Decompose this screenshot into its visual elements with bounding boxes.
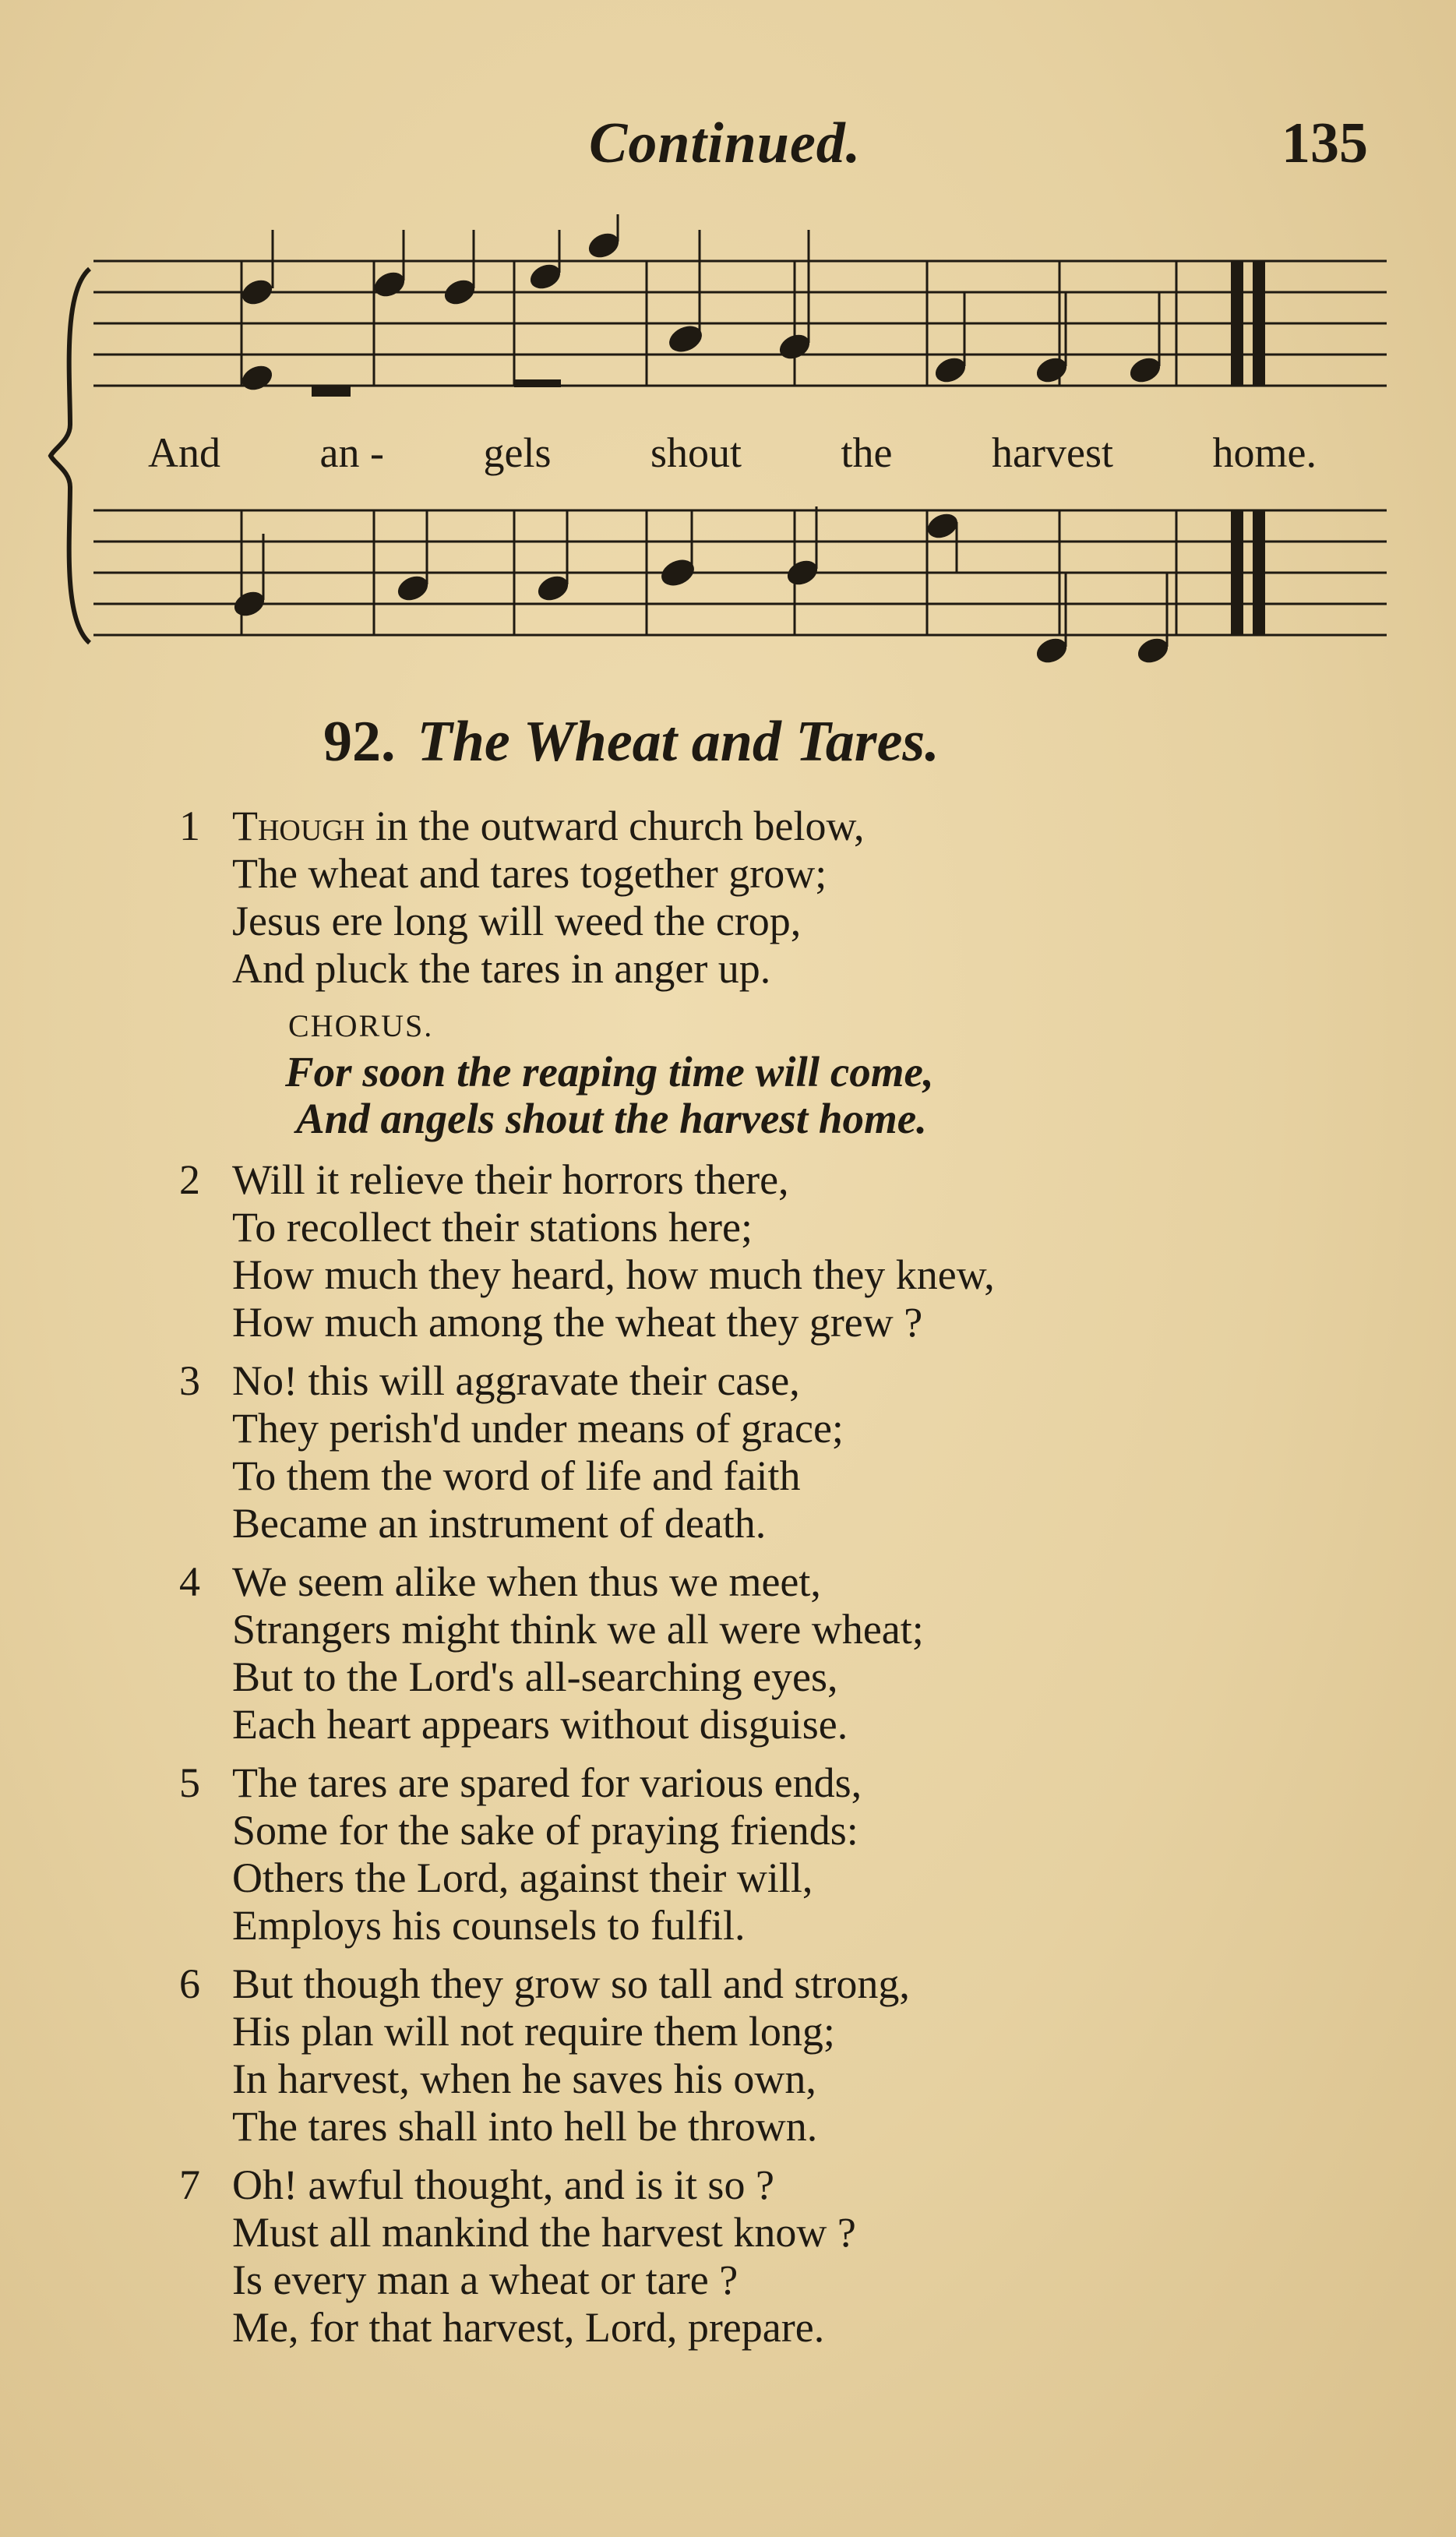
verse-line: Some for the sake of praying friends: — [232, 1807, 858, 1854]
verse-6 — [179, 1960, 1285, 2151]
verse-line: How much they heard, how much they knew, — [232, 1251, 995, 1298]
verse-line: Became an instrument of death. — [232, 1500, 767, 1547]
lyric-syllable: the — [841, 429, 893, 476]
lyric-syllable: harvest — [992, 429, 1113, 476]
verse-line: But to the Lord's all-searching eyes, — [232, 1653, 838, 1700]
upper-stems — [273, 214, 1159, 366]
verse-3 — [179, 1357, 1285, 1547]
verse-line: Oh! awful thought, and is it so ? — [232, 2161, 774, 2208]
lyric-syllable: And — [148, 429, 220, 476]
chorus-line: For soon the reaping time will come, — [285, 1048, 934, 1096]
verse-7 — [179, 2161, 1285, 2352]
verse-line: No! this will aggravate their case, — [232, 1357, 800, 1404]
verse-line: Others the Lord, against their will, — [232, 1854, 813, 1901]
page-number: 135 — [1281, 111, 1368, 175]
verse-number: 6 — [179, 1960, 200, 2007]
verse-line: To recollect their stations here; — [232, 1204, 753, 1251]
verse-5 — [179, 1759, 1285, 1950]
verse-line: His plan will not require them long; — [232, 2008, 835, 2055]
lower-notes — [231, 510, 1172, 667]
verse-line: Is every man a wheat or tare ? — [232, 2256, 739, 2303]
verse-number: 5 — [179, 1759, 200, 1806]
verse-line: The tares are spared for various ends, — [232, 1759, 862, 1806]
chorus-line: And angels shout the harvest home. — [296, 1095, 927, 1142]
chorus-label: CHORUS. — [288, 1008, 434, 1043]
lower-stems — [263, 506, 1167, 647]
verse-number: 2 — [179, 1156, 200, 1203]
lyric-syllable: gels — [483, 429, 552, 476]
lower-staff — [93, 510, 1387, 635]
verse-line: To them the word of life and faith — [232, 1452, 801, 1499]
verse-line: Each heart appears without disguise. — [232, 1701, 848, 1748]
verse-4 — [179, 1558, 1285, 1748]
verse-line: Must all mankind the harvest know ? — [232, 2209, 856, 2256]
verse-number: 7 — [179, 2161, 200, 2208]
lyric-syllable: shout — [650, 429, 742, 476]
verse-number: 1 — [179, 803, 200, 849]
upper-staff — [93, 261, 1387, 386]
music-lyrics — [148, 429, 1317, 477]
running-header: Continued. — [589, 111, 862, 175]
hymn-title — [323, 709, 940, 775]
verse-line: Strangers might think we all were wheat; — [232, 1606, 924, 1653]
verse-line: They perish'd under means of grace; — [232, 1405, 844, 1452]
verse-line: Jesus ere long will weed the crop, — [232, 898, 802, 944]
verse-line: Employs his counsels to fulfil. — [232, 1902, 746, 1949]
verse-first-word: Though — [232, 803, 365, 849]
verse-line: In harvest, when he saves his own, — [232, 2055, 816, 2102]
verse-line: And pluck the tares in anger up. — [232, 945, 771, 992]
verse-line: Will it relieve their horrors there, — [232, 1156, 789, 1203]
verse-line: We seem alike when thus we meet, — [232, 1558, 821, 1605]
verse-line: How much among the wheat they grew ? — [232, 1299, 923, 1346]
verse-line: The wheat and tares together grow; — [232, 850, 827, 897]
verse-line — [232, 803, 1285, 850]
verse-number: 3 — [179, 1357, 200, 1404]
lyric-syllable: home. — [1212, 429, 1317, 476]
verse-line: But though they grow so tall and strong, — [232, 1960, 910, 2007]
verse-first-rest: in the outward church below, — [365, 803, 865, 849]
lyric-syllable: an - — [319, 429, 384, 476]
system-brace — [51, 269, 90, 643]
upper-notes — [238, 229, 1164, 397]
hymn-number: 92. — [323, 710, 396, 774]
verses — [179, 803, 1285, 2362]
verse-number: 4 — [179, 1558, 200, 1605]
verse-line: The tares shall into hell be thrown. — [232, 2103, 818, 2150]
hymn-title-text: The Wheat and Tares. — [417, 710, 940, 774]
verse-line: Me, for that harvest, Lord, prepare. — [232, 2304, 825, 2351]
chorus — [179, 1004, 1285, 1142]
verse-1 — [179, 803, 1285, 993]
verse-2 — [179, 1156, 1285, 1346]
